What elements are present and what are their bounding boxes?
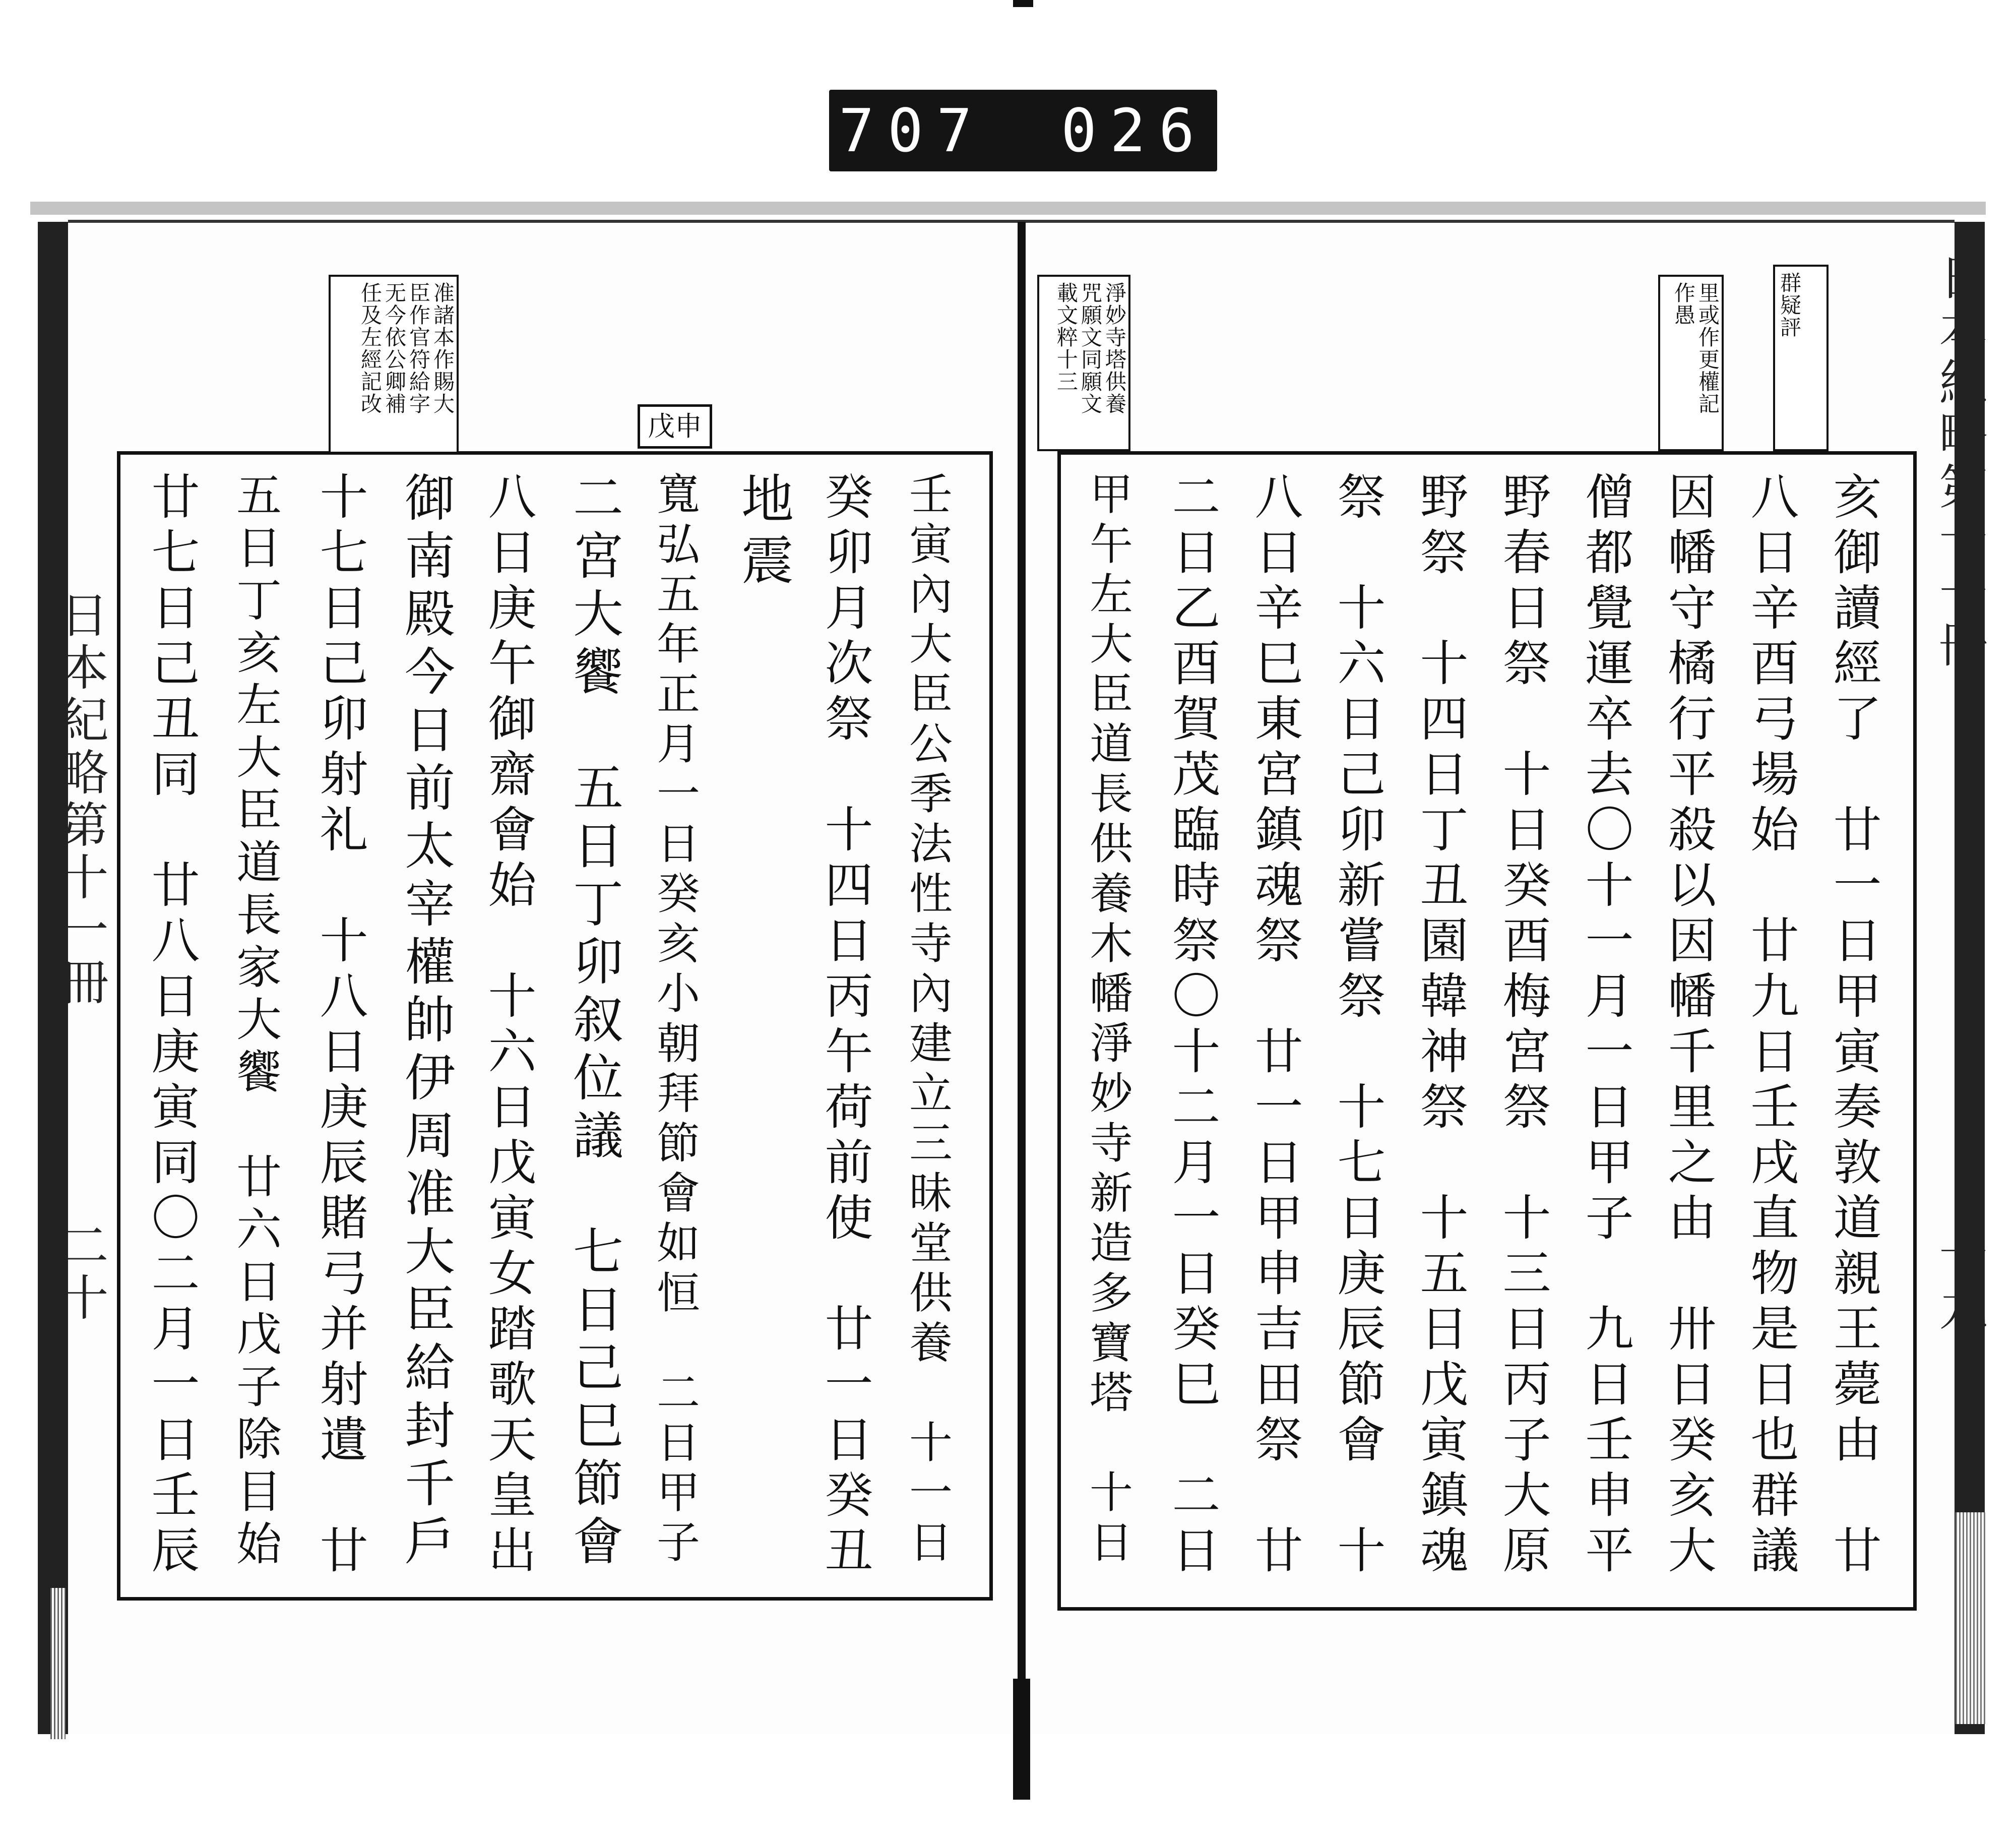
era-tag-box — [638, 404, 712, 449]
left-column-8: 十七日己卯射礼 十八日庚辰賭弓并射遺 廿 — [312, 471, 368, 1580]
era-tag: 戊申 — [648, 410, 702, 442]
right-note-3-line-2: 咒願文同願文 — [1078, 282, 1103, 415]
right-column-4: 僧都覺運卒去〇十一月一日甲子 九日壬申平 — [1578, 471, 1634, 1580]
left-column-5: 二宮大饗 五日丁卯叙位議 七日己巳節會 — [564, 471, 623, 1573]
right-note-2-line-1: 里或作更權記 — [1695, 282, 1720, 415]
right-column-5: 野春日祭 十日癸酉梅宮祭 十三日丙子大原 — [1495, 471, 1551, 1580]
left-column-6: 八日庚午御齋會始 十六日戊寅女踏歌天皇出 — [480, 471, 537, 1580]
left-marginal-note — [329, 275, 459, 454]
right-column-3: 因幡守橘行平殺以因幡千里之由 卅日癸亥大 — [1660, 471, 1717, 1580]
gutter-clip — [1013, 1679, 1030, 1800]
left-column-3: 地震 — [732, 471, 794, 594]
left-column-10: 廿七日己丑同 廿八日庚寅同〇二月一日壬辰 — [144, 471, 200, 1580]
left-note-line-3: 无今依公卿補 — [382, 282, 407, 415]
right-column-6: 野祭 十四日丁丑園韓神祭 十五日戊寅鎮魂 — [1412, 471, 1469, 1580]
right-note-1-line-1: 群疑評 — [1777, 272, 1802, 338]
left-running-title: 日本紀略第十一冊 — [52, 590, 109, 1009]
right-marginal-note-1 — [1773, 265, 1829, 451]
right-column-9: 二日乙酉賀茂臨時祭〇十二月一日癸巳 二日 — [1164, 471, 1221, 1580]
left-column-7: 御南殿今日前太宰權帥伊周准大臣給封千戶 — [396, 471, 455, 1573]
right-note-2-line-2: 作愚 — [1671, 282, 1696, 326]
right-column-7: 祭 十六日己卯新嘗祭 十七日庚辰節會 十 — [1330, 471, 1386, 1580]
left-column-1: 壬寅內大臣公季法性寺內建立三昧堂供養 十一日 — [902, 471, 952, 1569]
left-folio: 二十 — [52, 1220, 109, 1325]
reel-number-plate — [829, 90, 1217, 171]
top-mark — [1013, 0, 1033, 7]
right-note-3-line-3: 載文粹十三 — [1054, 282, 1079, 393]
scan-noise-band — [30, 202, 1986, 215]
right-column-8: 八日辛巳東宮鎮魂祭 廿一日甲申吉田祭 廿 — [1247, 471, 1303, 1580]
left-page-edges — [50, 1588, 66, 1739]
right-marginal-note-2 — [1658, 275, 1724, 451]
left-note-line-2: 臣作官符給字 — [406, 282, 431, 415]
right-folio: 十九 — [1931, 1230, 1988, 1335]
right-column-2: 八日辛酉弓場始 廿九日壬戌直物是日也群議 — [1743, 471, 1799, 1580]
reel-frame-number: 026 — [1061, 96, 1208, 165]
left-column-2: 癸卯月次祭 十四日丙午荷前使 廿一日癸丑 — [817, 471, 873, 1580]
right-column-10: 甲午左大臣道長供養木幡淨妙寺新造多寶塔 十日 — [1082, 471, 1132, 1569]
left-note-line-4: 任及左經記改 — [358, 282, 383, 415]
reel-roll-number: 707 — [838, 96, 985, 165]
spread-top-edge — [68, 220, 1955, 223]
center-gutter — [1018, 222, 1026, 1800]
right-marginal-note-3 — [1037, 275, 1130, 451]
right-page-edges — [1956, 1512, 1986, 1724]
right-column-1: 亥御讀經了 廿一日甲寅奏敦道親王薨由 廿 — [1825, 471, 1882, 1580]
right-running-title: 日本紀略第十一冊 — [1931, 252, 1988, 671]
right-note-3-line-1: 淨妙寺塔供養 — [1102, 282, 1127, 415]
left-column-4: 寬弘五年正月一日癸亥小朝拜節會如恒 二日甲子 — [649, 471, 700, 1569]
left-note-line-1: 准諸本作賜大 — [430, 282, 455, 415]
left-column-9: 五日丁亥左大臣道長家大饗 廿六日戊子除目始 — [228, 471, 281, 1572]
